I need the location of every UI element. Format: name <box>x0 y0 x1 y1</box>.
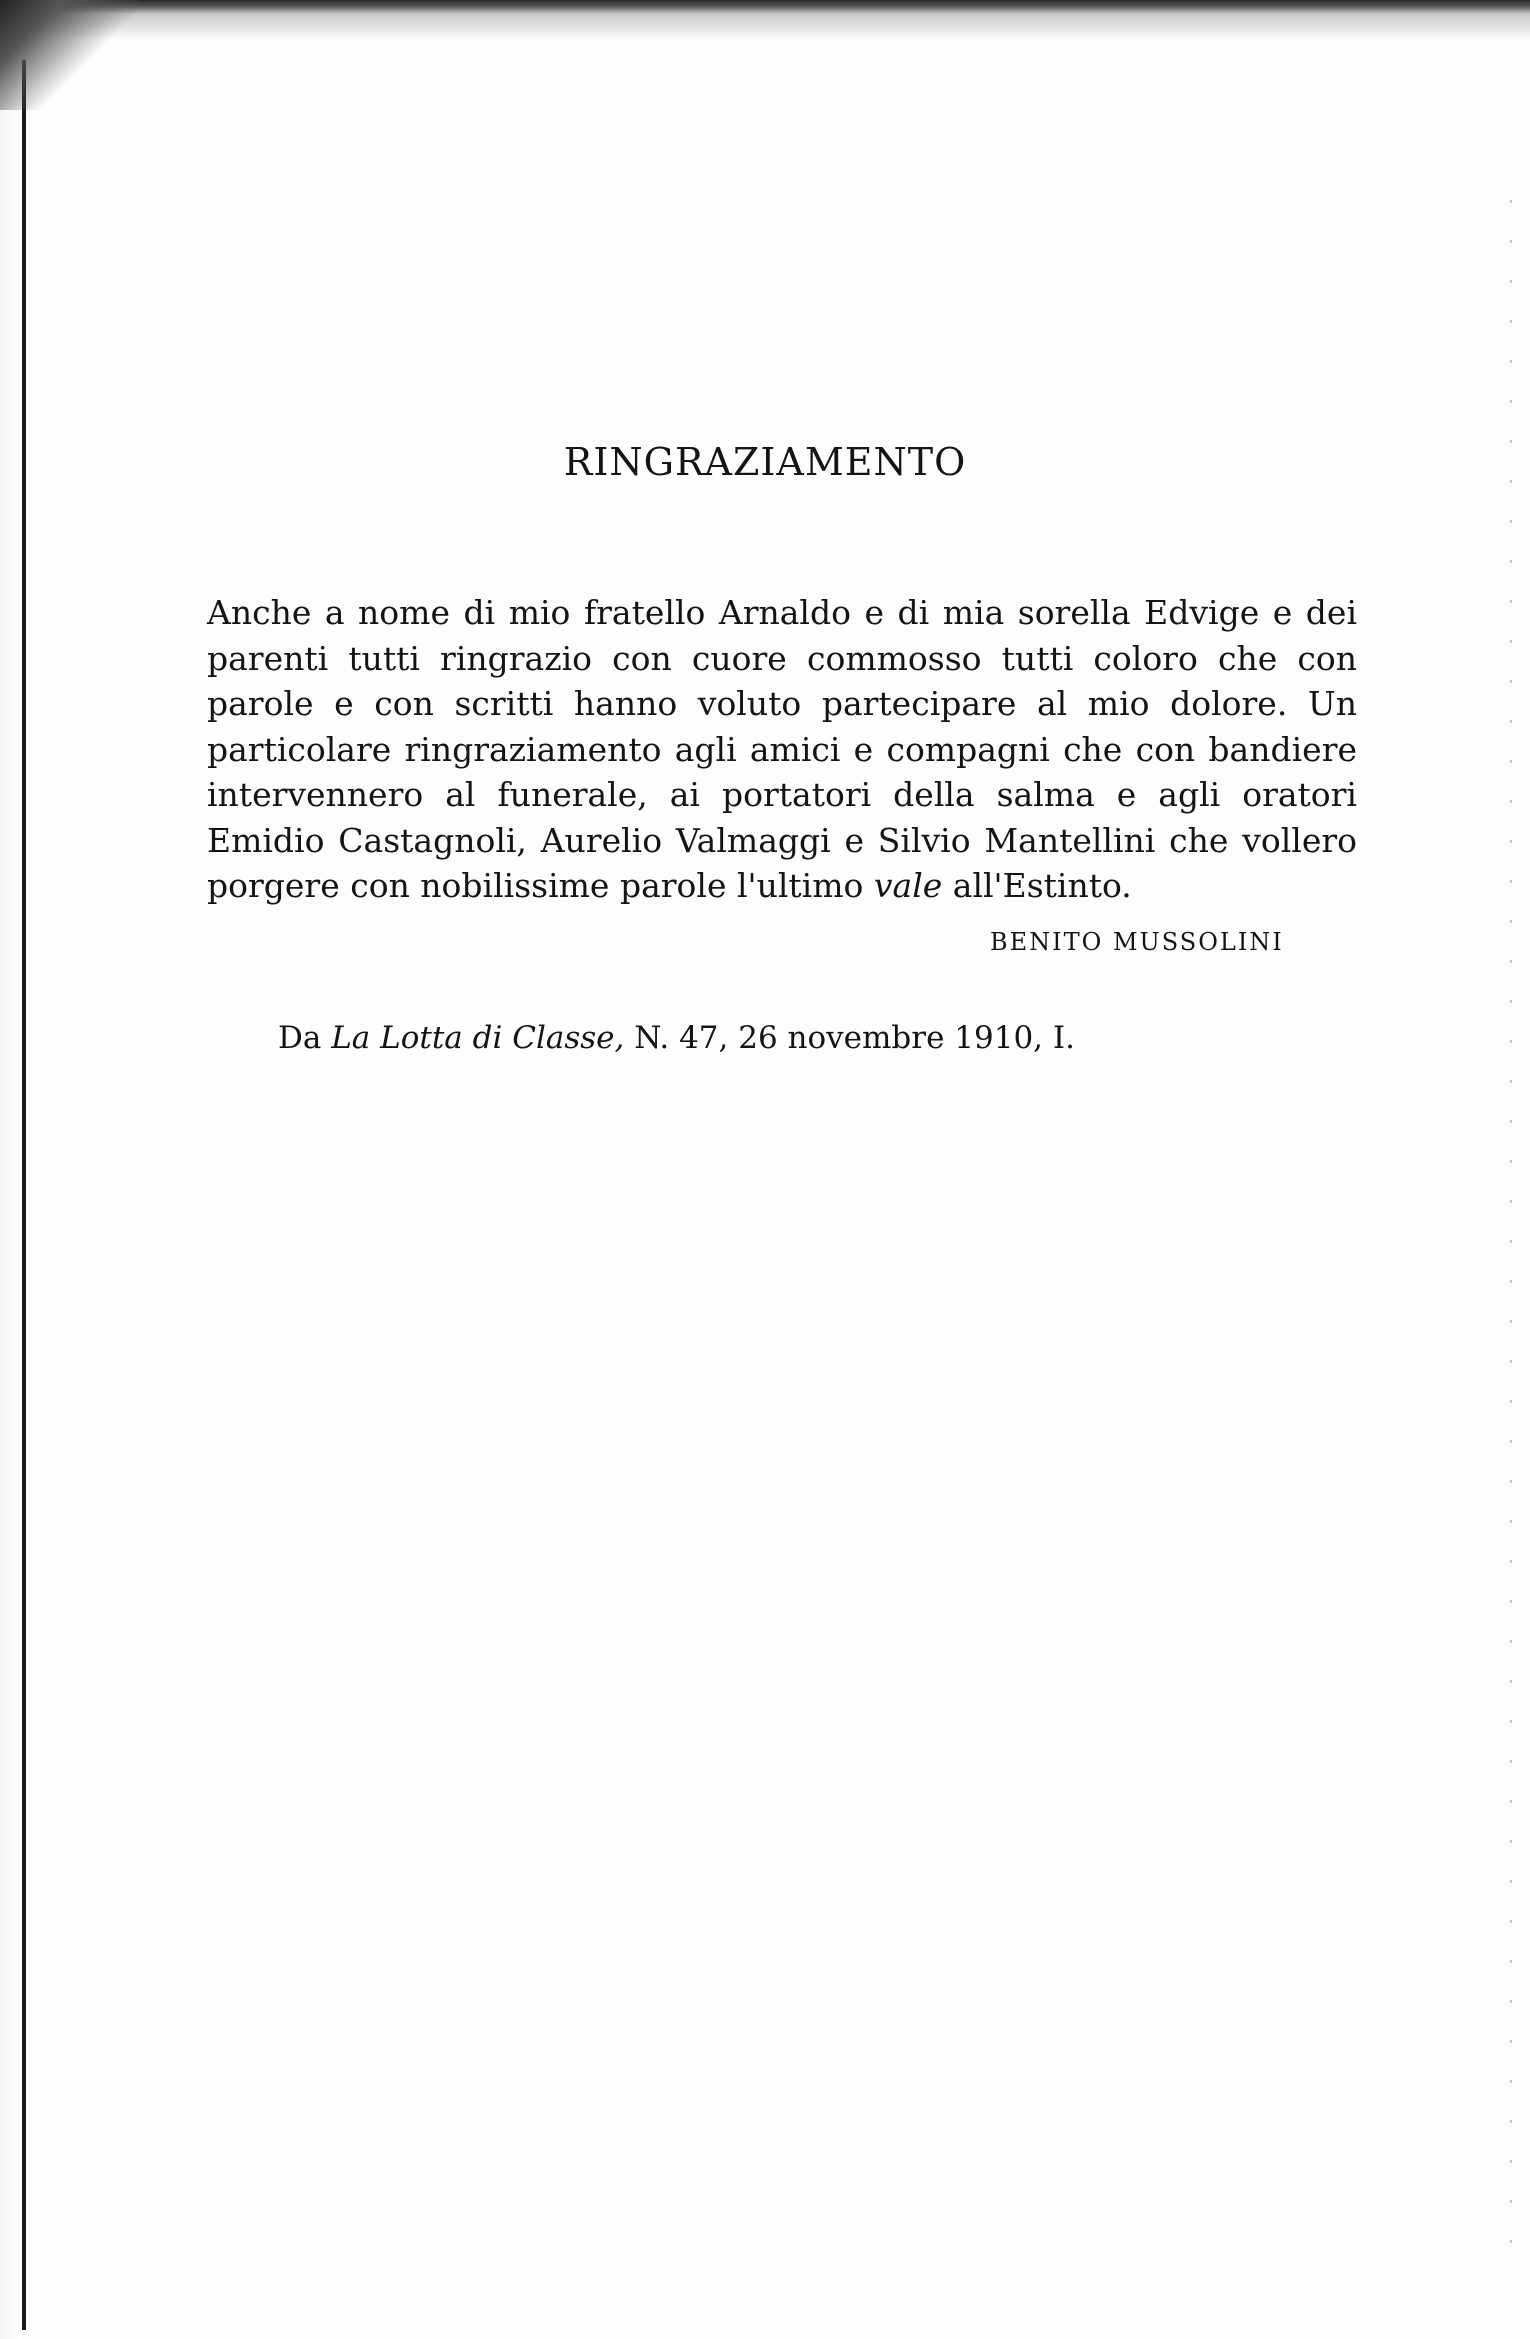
page-corner-shadow <box>0 0 140 110</box>
signature: BENITO MUSSOLINI <box>990 928 1284 956</box>
page-left-shadow <box>0 0 22 2339</box>
body-text-italic: vale <box>873 866 943 905</box>
body-text-end: all'Estinto. <box>942 866 1132 905</box>
document-title: RINGRAZIAMENTO <box>563 440 967 484</box>
source-suffix: N. 47, 26 novembre 1910, I. <box>624 1020 1075 1056</box>
source-prefix: Da <box>278 1020 332 1056</box>
body-paragraph <box>207 590 1357 909</box>
source-citation <box>278 1020 1278 1056</box>
source-publication: La Lotta di Classe, <box>331 1020 625 1056</box>
page-left-edge-line <box>22 60 26 2330</box>
page-right-speckle <box>1510 200 1512 2250</box>
body-text-main: Anche a nome di mio fratello Arnaldo e di mia sorella Edvige e dei parenti tutti ringrazio con cuore commosso tutti coloro che con parole e con scritti hanno voluto partecipare al mio dolore. Un particolare ringraziamento agli amici e compagni che con bandiere intervennero al funerale, ai portatori della salma e agli oratori Emidio Castagnoli, Aurelio Valmaggi e Silvio Mantellini che vollero porgere con nobilissime parole l'ultimo <box>207 593 1357 905</box>
page-top-edge-shadow <box>0 0 1530 40</box>
